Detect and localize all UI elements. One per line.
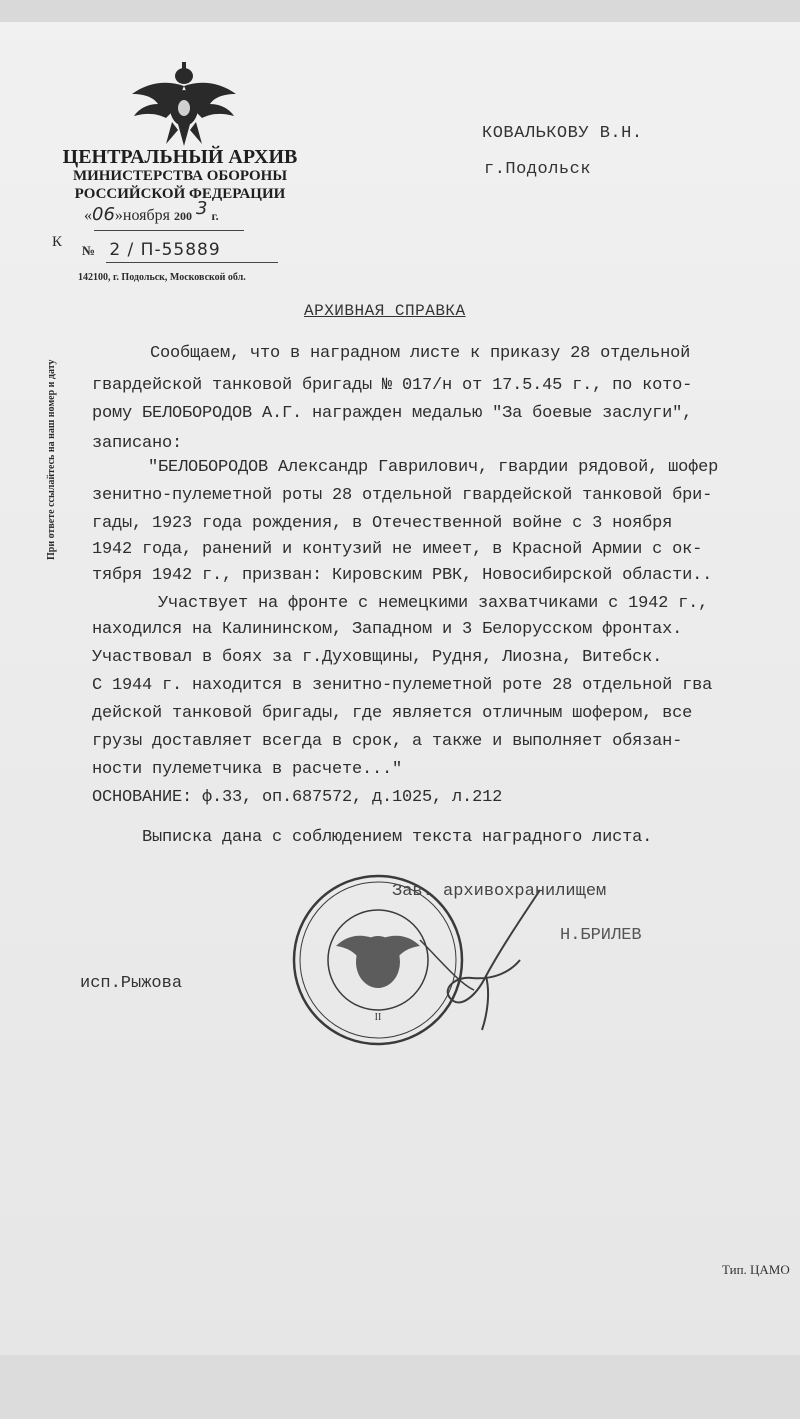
body-line: 1942 года, ранений и контузий не имеет, в Красной Армии с ок- (92, 540, 703, 559)
k-mark: К (52, 234, 63, 250)
number-value: 2 / П-55889 (109, 240, 221, 260)
recipient-city: г.Подольск (484, 160, 592, 179)
org-name-line3: РОССИЙСКОЙ ФЕДЕРАЦИИ (74, 186, 286, 202)
body-line: Участвовал в боях за г.Духовщины, Рудня, Лиозна, Витебск. (92, 648, 663, 667)
org-name-line2: МИНИСТЕРСТВА ОБОРОНЫ (72, 168, 288, 184)
document-date (84, 198, 284, 225)
signer-role: Зав. архивохранилищем (392, 882, 607, 901)
body-line: "БЕЛОБОРОДОВ Александр Гаврилович, гвардии рядовой, шофер (148, 458, 719, 477)
document-number (82, 240, 221, 260)
body-line: находился на Калининском, Западном и 3 Белорусском фронтах. (92, 620, 683, 639)
date-underline (94, 230, 244, 231)
body-line: зенитно-пулеметной роты 28 отдельной гвардейской танковой бри- (92, 486, 713, 505)
seal-numeral: II (374, 1012, 382, 1023)
body-line: гвардейской танковой бригады № 017/н от 17.5.45 г., по кото- (92, 376, 693, 395)
date-close-quote: » (114, 207, 123, 224)
body-line: записано: (92, 434, 183, 453)
recipient-name: КОВАЛЬКОВУ В.Н. (482, 124, 643, 143)
body-line: рому БЕЛОБОРОДОВ А.Г. награжден медалью "За боевые заслуги", (92, 404, 693, 423)
date-month: ноября (122, 207, 171, 224)
document-title: АРХИВНАЯ СПРАВКА (304, 302, 466, 320)
body-line: Сообщаем, что в наградном листе к приказу 28 отдельной (150, 344, 691, 363)
date-day: 06 (92, 204, 115, 225)
body-line: тября 1942 г., призван: Кировским РВК, Новосибирской области.. (92, 566, 713, 585)
org-name-line1: ЦЕНТРАЛЬНЫЙ АРХИВ (62, 146, 298, 168)
number-underline (106, 262, 278, 263)
scan-top-edge (0, 0, 800, 22)
body-line: С 1944 г. находится в зенитно-пулеметной роте 28 отдельной гва (92, 676, 713, 695)
date-open-quote: « (84, 207, 92, 224)
executor-name: исп.Рыжова (80, 974, 183, 993)
closing-line: Выписка дана с соблюдением текста наградного листа. (142, 828, 653, 847)
body-line: Участвует на фронте с немецкими захватчиками с 1942 г., (158, 594, 709, 613)
side-note-vertical: При ответе ссылайтесь на наш номер и дату (46, 359, 57, 560)
scan-bottom-edge (0, 1355, 800, 1419)
body-line: дейской танковой бригады, где является отличным шофером, все (92, 704, 693, 723)
date-suffix: г. (211, 209, 219, 223)
signer-name: Н.БРИЛЕВ (560, 926, 642, 945)
body-line: грузы доставляет всегда в срок, а также и выполняет обязан- (92, 732, 683, 751)
basis-line: ОСНОВАНИЕ: ф.33, оп.687572, д.1025, л.212 (92, 788, 503, 807)
body-line: ности пулеметчика в расчете..." (92, 760, 403, 779)
archive-address: 142100, г. Подольск, Московской обл. (78, 272, 246, 283)
printer-mark: Тип. ЦАМО (722, 1262, 790, 1277)
date-year-prefix: 200 (174, 209, 193, 223)
number-label: № (82, 243, 96, 258)
handwritten-signature (390, 880, 560, 1050)
double-headed-eagle-emblem-icon (128, 60, 240, 148)
body-line: гады, 1923 года рождения, в Отечественной войне с 3 ноября (92, 514, 673, 533)
date-year-digit: 3 (196, 198, 208, 219)
